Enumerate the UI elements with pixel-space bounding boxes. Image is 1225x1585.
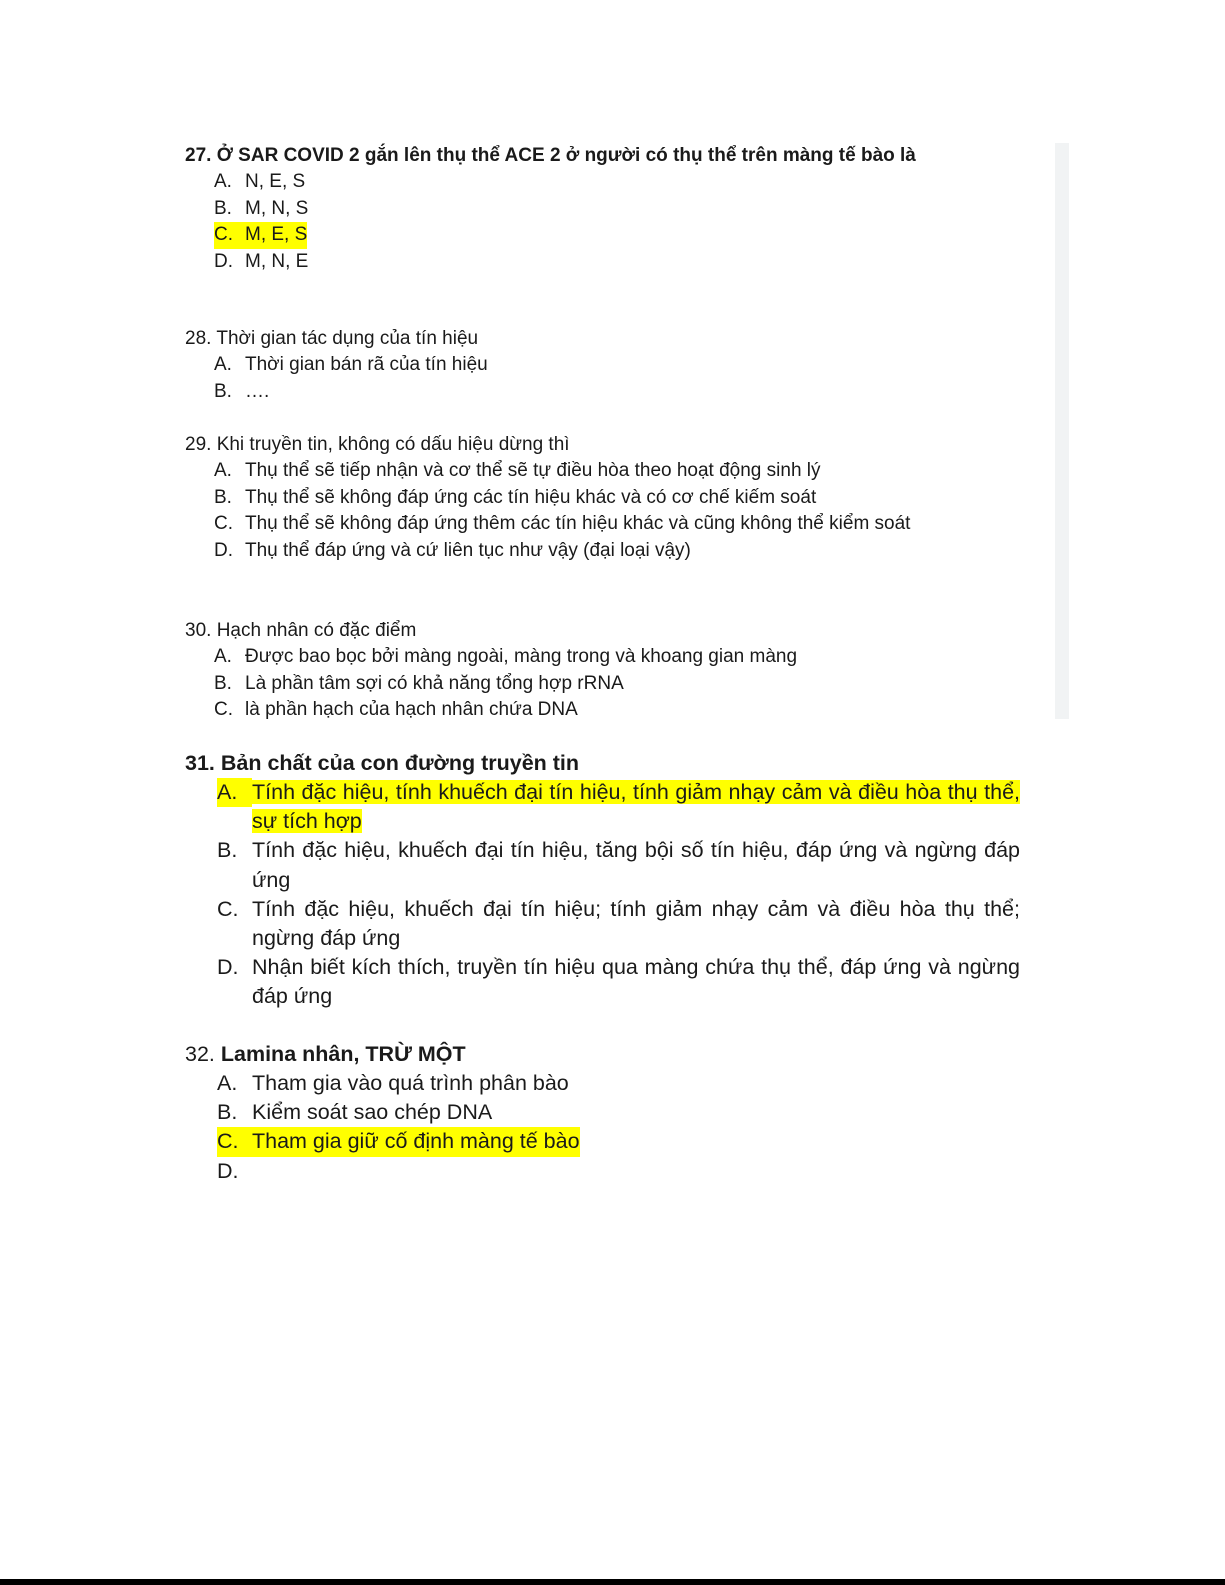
question-title: 27. Ở SAR COVID 2 gắn lên thụ thể ACE 2 ở người có thụ thể trên màng tế bào là bbox=[185, 145, 916, 166]
option-c[interactable] bbox=[214, 511, 945, 538]
option-b[interactable] bbox=[217, 1098, 1020, 1127]
option-a[interactable] bbox=[214, 644, 945, 671]
option-a[interactable] bbox=[214, 352, 945, 379]
question-title: 29. Khi truyền tin, không có dấu hiệu dừng thì bbox=[185, 434, 570, 455]
option-b[interactable] bbox=[214, 485, 945, 512]
option-b[interactable] bbox=[214, 671, 945, 698]
option-text: Thụ thể sẽ không đáp ứng các tín hiệu khác và có cơ chế kiếm soát bbox=[245, 486, 817, 508]
option-text: Thụ thể đáp ứng và cứ liên tục như vậy (đại loại vậy) bbox=[245, 539, 691, 561]
option-text: Thụ thể sẽ không đáp ứng thêm các tín hiệu khác và cũng không thể kiểm soát bbox=[245, 513, 911, 534]
option-letter: C. bbox=[214, 699, 233, 720]
page-bottom-border bbox=[0, 1579, 1225, 1585]
option-letter: A. bbox=[214, 646, 232, 667]
option-text-wrapper bbox=[252, 778, 1020, 836]
option-text: M, E, S bbox=[245, 224, 308, 245]
option-a[interactable] bbox=[217, 1069, 1020, 1098]
options-list bbox=[185, 169, 945, 275]
question-title bbox=[185, 1040, 1020, 1069]
option-c-highlighted[interactable] bbox=[217, 1127, 1020, 1156]
option-text: Thời gian bán rã của tín hiệu bbox=[245, 354, 488, 375]
option-text: Được bao bọc bởi màng ngoài, màng trong và khoang gian màng bbox=[245, 646, 798, 667]
option-letter: C. bbox=[214, 513, 233, 534]
question-30 bbox=[185, 617, 945, 724]
option-text: Nhận biết kích thích, truyền tín hiệu qua màng chứa thụ thể, đáp ứng và ngừng đáp ứng bbox=[252, 955, 1020, 1009]
option-d[interactable] bbox=[217, 1157, 1020, 1186]
option-letter: A. bbox=[217, 778, 252, 807]
option-text: …. bbox=[245, 380, 270, 402]
option-text: Tham gia giữ cố định màng tế bào bbox=[252, 1129, 580, 1154]
option-text: M, N, S bbox=[245, 197, 309, 219]
question-number: 32. bbox=[185, 1042, 215, 1066]
option-letter: B. bbox=[214, 672, 232, 694]
option-letter: A. bbox=[214, 460, 232, 481]
option-a[interactable] bbox=[214, 169, 945, 196]
question-28 bbox=[185, 325, 945, 405]
option-text: Thụ thể sẽ tiếp nhận và cơ thể sẽ tự điều hòa theo hoạt động sinh lý bbox=[245, 460, 821, 481]
option-letter: B. bbox=[214, 486, 232, 508]
option-letter: C. bbox=[217, 896, 239, 921]
question-29 bbox=[185, 431, 945, 564]
question-31 bbox=[185, 749, 1020, 1012]
option-letter: D. bbox=[217, 1158, 239, 1183]
answer-highlight bbox=[217, 1127, 580, 1156]
option-text: Kiểm soát sao chép DNA bbox=[252, 1100, 493, 1125]
option-text: Tính đặc hiệu, khuếch đại tín hiệu, tăng bội số tín hiệu, đáp ứng và ngừng đáp ứng bbox=[252, 838, 1020, 892]
option-a-highlighted[interactable] bbox=[217, 778, 1020, 836]
question-32 bbox=[185, 1040, 1020, 1186]
option-text: Tham gia vào quá trình phân bào bbox=[252, 1071, 569, 1095]
option-b[interactable] bbox=[214, 196, 945, 223]
question-title: 30. Hạch nhân có đặc điểm bbox=[185, 620, 417, 641]
option-letter: D. bbox=[214, 539, 233, 561]
options-list bbox=[185, 1069, 1020, 1186]
option-text: N, E, S bbox=[245, 171, 306, 192]
option-letter: A. bbox=[217, 1071, 238, 1095]
question-title: 28. Thời gian tác dụng của tín hiệu bbox=[185, 328, 479, 349]
answer-highlight bbox=[214, 222, 307, 249]
option-d[interactable] bbox=[214, 538, 945, 565]
option-letter: A. bbox=[214, 354, 232, 375]
option-letter: A. bbox=[214, 171, 232, 192]
option-letter: C. bbox=[214, 224, 233, 245]
options-list bbox=[185, 458, 945, 564]
options-list bbox=[185, 644, 945, 724]
option-letter: D. bbox=[214, 250, 233, 272]
option-d[interactable] bbox=[217, 953, 1020, 1011]
option-letter: D. bbox=[217, 955, 239, 980]
option-text: là phần hạch của hạch nhân chứa DNA bbox=[245, 699, 578, 720]
option-b[interactable] bbox=[214, 379, 945, 406]
option-letter: B. bbox=[217, 1100, 238, 1125]
option-letter: B. bbox=[217, 838, 238, 863]
question-title-text: Lamina nhân, TRỪ MỘT bbox=[220, 1042, 466, 1066]
option-c[interactable] bbox=[217, 895, 1020, 953]
option-b[interactable] bbox=[217, 836, 1020, 894]
question-27 bbox=[185, 142, 945, 275]
option-letter: B. bbox=[214, 197, 232, 219]
question-title: 31. Bản chất của con đường truyền tin bbox=[185, 751, 580, 775]
option-text: Tính đặc hiệu, khuếch đại tín hiệu; tính giảm nhạy cảm và điều hòa thụ thể; ngừng đáp ứng bbox=[252, 896, 1020, 951]
option-c[interactable] bbox=[214, 697, 945, 724]
option-d[interactable] bbox=[214, 249, 945, 276]
option-text: Tính đặc hiệu, tính khuếch đại tín hiệu, tính giảm nhạy cảm và điều hòa thụ thể, sự tích hợp bbox=[252, 780, 1020, 834]
options-list bbox=[185, 352, 945, 405]
option-letter: B. bbox=[214, 380, 232, 402]
page-side-strip bbox=[1055, 143, 1069, 719]
option-letter: C. bbox=[217, 1129, 239, 1154]
option-text: Là phần tâm sợi có khả năng tổng hợp rRNA bbox=[245, 672, 624, 694]
options-list bbox=[185, 778, 1020, 1012]
option-text: M, N, E bbox=[245, 250, 309, 272]
option-a[interactable] bbox=[214, 458, 945, 485]
option-c-highlighted[interactable] bbox=[214, 222, 945, 249]
